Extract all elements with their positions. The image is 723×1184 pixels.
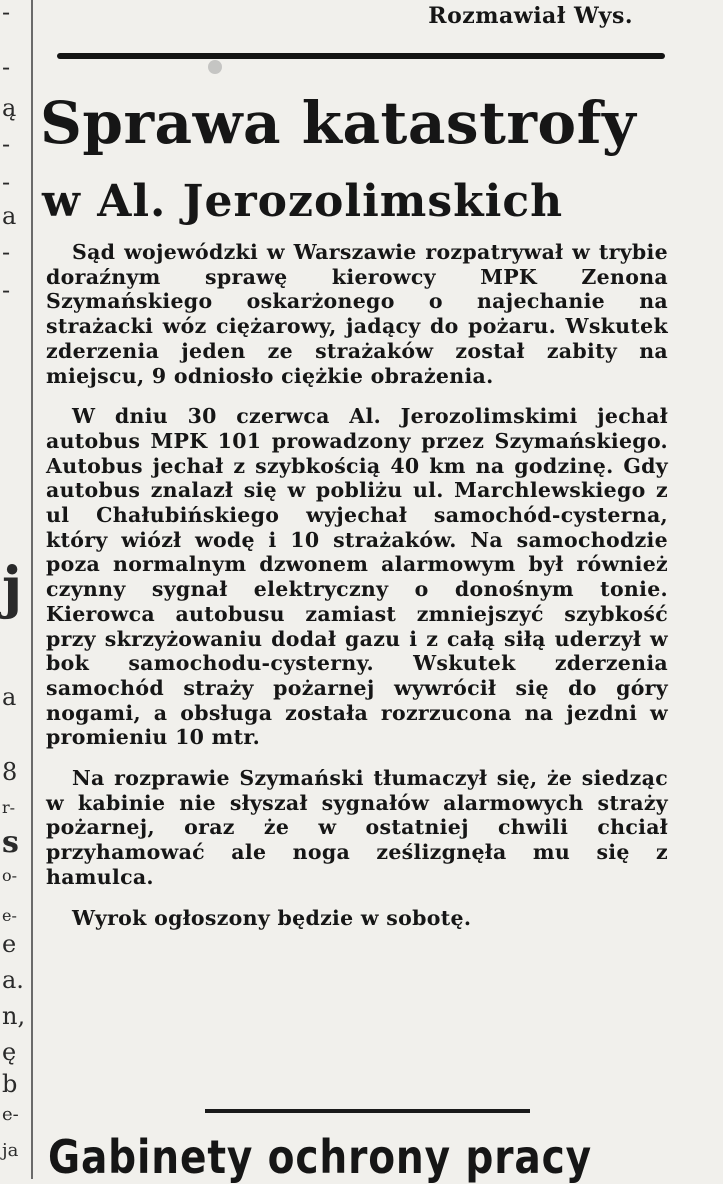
left-fragment: ja (2, 1140, 19, 1161)
left-fragment: 8 (2, 758, 18, 786)
left-fragment: - (2, 0, 11, 26)
left-fragment: b (2, 1070, 18, 1098)
headline-line-1: Sprawa katastrofy (40, 89, 637, 157)
paragraph: Na rozprawie Szymański tłumaczył się, że siedząc w kabinie nie słyszał sygnałów alarmowych straży pożarnej, oraz że w ostatniej chwili chciał przyhamować ale noga ześlizgnęła mu się z hamulca. (46, 766, 668, 889)
top-rule (57, 53, 665, 59)
left-fragment: o- (2, 866, 18, 885)
left-fragment: a (2, 202, 17, 230)
paragraph: W dniu 30 czerwca Al. Jerozolimskimi jechał autobus MPK 101 prowadzony przez Szymańskiego. Autobus jechał z szybkością 40 km na godzinę. Gdy autobus znalazł się w pobliżu ul. Marchlewskiego z ul Chałubińskiego wyjechał samochód-cysterna, który wiózł wodę i 10 strażaków. Na samochodzie poza normalnym dzwonem alarmowym był również czynny sygnał elektryczny o donośnym tonie. Kierowca autobusu zamiast zmniejszyć szybkość przy skrzyżowaniu dodał gazu i z całą siłą uderzył w bok samochodu-cysterny. Wskutek zderzenia samochód straży pożarnej wywrócił się do góry nogami, a obsługa została rozrzucona na jezdni w promieniu 10 mtr. (46, 404, 668, 750)
left-fragment: a. (2, 966, 24, 994)
paragraph: Sąd wojewódzki w Warszawie rozpatrywał w trybie doraźnym sprawę kierowcy MPK Zenona Szymańskiego oskarżonego o najechanie na strażacki wóz ciężarowy, jadący do pożaru. Wskutek zderzenia jeden ze strażaków został zabity na miejscu, 9 odniosło ciężkie obrażenia. (46, 240, 668, 388)
left-fragment: e (2, 930, 17, 958)
column-divider (31, 0, 33, 1179)
left-fragment: r- (2, 798, 16, 817)
headline-line-2: w Al. Jerozolimskich (42, 176, 564, 227)
next-article-headline: Gabinety ochrony pracy (48, 1130, 592, 1184)
left-fragment: n, (2, 1002, 26, 1030)
closing-line: Wyrok ogłoszony będzie w sobotę. (72, 905, 472, 930)
left-fragment: e- (2, 1104, 19, 1125)
left-fragment: e- (2, 906, 17, 925)
left-fragment: - (2, 238, 11, 266)
left-fragment: s (2, 825, 19, 860)
byline: Rozmawiał Wys. (428, 3, 633, 29)
left-fragment: - (2, 130, 11, 158)
left-fragment: a (2, 683, 17, 711)
left-fragment: j (2, 555, 23, 621)
left-fragment: - (2, 168, 11, 196)
left-fragment: ą (2, 94, 17, 122)
left-fragment: ę (2, 1038, 17, 1066)
left-column-fragments (0, 0, 28, 1179)
bottom-rule (205, 1109, 530, 1113)
print-smudge (208, 60, 222, 74)
article-body (46, 240, 668, 930)
left-fragment: - (2, 53, 11, 81)
left-fragment: - (2, 276, 11, 304)
